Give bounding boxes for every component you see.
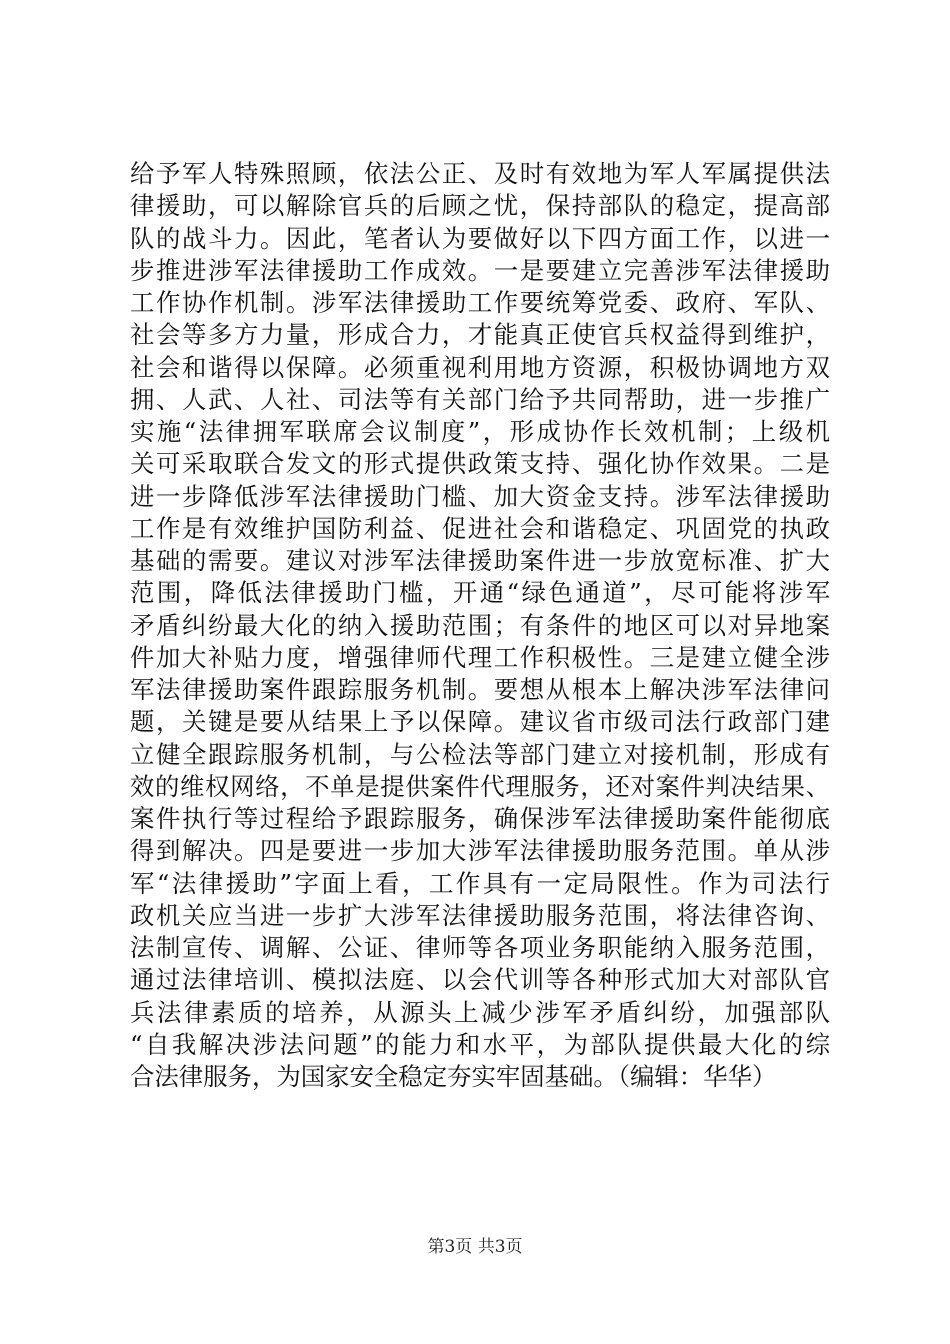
text-line: 队的战斗力。因此，笔者认为要做好以下四方面工作，以进一 bbox=[130, 223, 830, 253]
text-line: “自我解决涉法问题”的能力和水平，为部队提供最大化的综 bbox=[130, 1029, 830, 1059]
text-line: 案件执行等过程给予跟踪服务，确保涉军法律援助案件能彻底 bbox=[130, 804, 830, 833]
text-line: 范围，降低法律援助门槛，开通“绿色通道”，尽可能将涉军 bbox=[130, 578, 830, 608]
text-line: 步推进涉军法律援助工作成效。一是要建立完善涉军法律援助 bbox=[130, 255, 830, 285]
page-footer: 第3页 共3页 bbox=[427, 1237, 523, 1257]
text-line: 得到解决。四是要进一步加大涉军法律援助服务范围。单从涉 bbox=[130, 836, 830, 866]
text-line: 进一步降低涉军法律援助门槛、加大资金支持。涉军法律援助 bbox=[130, 481, 830, 511]
text-line: 拥、人武、人社、司法等有关部门给予共同帮助，进一步推广 bbox=[130, 384, 830, 414]
text-line: 通过法律培训、模拟法庭、以会代训等各种形式加大对部队官 bbox=[130, 965, 830, 995]
text-line: 法制宣传、调解、公证、律师等各项业务职能纳入服务范围， bbox=[130, 933, 830, 962]
text-line: 基础的需要。建议对涉军法律援助案件进一步放宽标准、扩大 bbox=[130, 546, 830, 575]
text-line: 实施“法律拥军联席会议制度”，形成协作长效机制；上级机 bbox=[130, 417, 830, 446]
text-line: 效的维权网络，不单是提供案件代理服务，还对案件判决结果、 bbox=[130, 771, 830, 801]
text-line: 立健全跟踪服务机制，与公检法等部门建立对接机制，形成有 bbox=[130, 739, 830, 769]
text-line: 给予军人特殊照顾，依法公正、及时有效地为军人军属提供法 bbox=[130, 159, 830, 188]
text-line: 军法律援助案件跟踪服务机制。要想从根本上解决涉军法律问 bbox=[130, 675, 830, 704]
text-line: 合法律服务，为国家安全稳定夯实牢固基础。（编辑：华华） bbox=[130, 1062, 777, 1091]
text-line: 政机关应当进一步扩大涉军法律援助服务范围，将法律咨询、 bbox=[130, 900, 830, 930]
text-line: 题，关键是要从结果上予以保障。建议省市级司法行政部门建 bbox=[130, 707, 830, 737]
body-paragraph bbox=[130, 158, 830, 1093]
text-line: 社会和谐得以保障。必须重视利用地方资源，积极协调地方双 bbox=[130, 352, 830, 382]
text-line: 兵法律素质的培养，从源头上减少涉军矛盾纠纷，加强部队 bbox=[130, 997, 830, 1027]
text-line: 律援助，可以解除官兵的后顾之忧，保持部队的稳定，提高部 bbox=[130, 191, 830, 221]
text-line: 工作协作机制。涉军法律援助工作要统筹党委、政府、军队、 bbox=[130, 288, 830, 317]
text-line: 矛盾纠纷最大化的纳入援助范围；有条件的地区可以对异地案 bbox=[130, 610, 830, 640]
text-line: 件加大补贴力度，增强律师代理工作积极性。三是建立健全涉 bbox=[130, 642, 830, 672]
text-line: 社会等多方力量，形成合力，才能真正使官兵权益得到维护， bbox=[130, 320, 830, 350]
text-line: 工作是有效维护国防利益、促进社会和谐稳定、巩固党的执政 bbox=[130, 513, 830, 543]
text-line: 关可采取联合发文的形式提供政策支持、强化协作效果。二是 bbox=[130, 449, 830, 479]
text-line: 军“法律援助”字面上看，工作具有一定局限性。作为司法行 bbox=[130, 868, 830, 898]
